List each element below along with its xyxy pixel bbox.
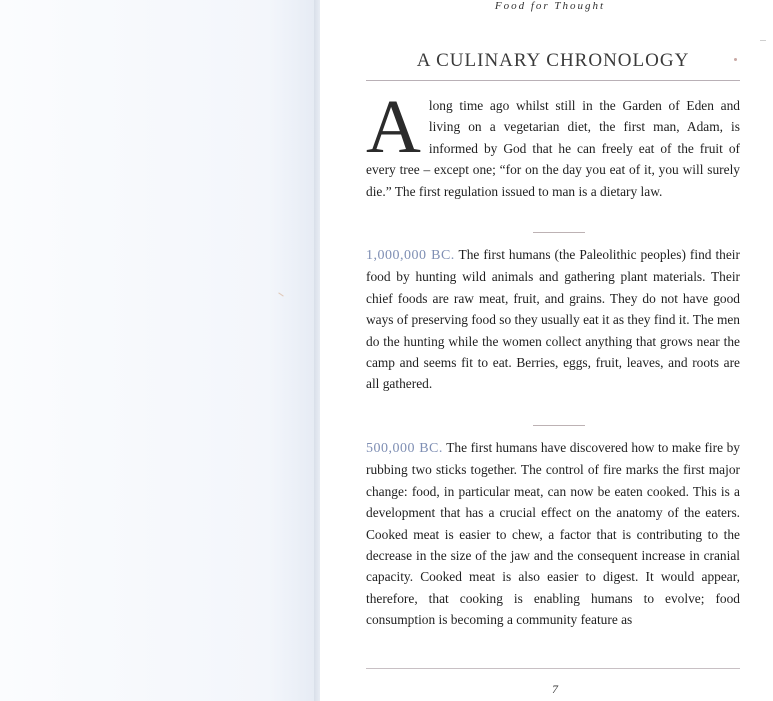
chronology-entry [366,244,740,395]
intro-text: long time ago whilst still in the Garden of Eden and living on a vegetarian diet, the first man, Adam, is informed by God that he can freely eat of the fruit of every tree – except one; “for on the day you eat of it, you will surely die.” The first regulation issued to man is a dietary law. [366,98,740,199]
section-separator [533,232,585,233]
page-number: 7 [552,682,558,696]
left-page [0,0,316,701]
print-speck [734,58,737,61]
entry-text: The first humans (the Paleolithic peoples) find their food by hunting wild animals and gathering plant materials. Their chief foods are raw meat, fruit, and grains. They do not have good ways of preserving food so they usually eat it as they find it. The men do the hunting while the women collect anything that grows near the camp and seems fit to eat. Berries, eggs, fruit, leaves, and roots are all gathered. [366,247,740,392]
print-speck [760,40,766,41]
section-separator [533,425,585,426]
entry-era: 1,000,000 BC. [366,248,455,263]
entry-text: The first humans have discovered how to make fire by rubbing two sticks together. The control of fire marks the first major change: food, in particular meat, can now be eaten cooked. This is a development that has a crucial effect on the anatomy of the eaters. Cooked meat is easier to chew, a factor that is contributing to the decrease in the size of the jaw and the consequent increase in cranial capacity. Cooked meat is also easier to digest. It would appear, therefore, that cooking is enabling humans to evolve; food consumption is becoming a community feature as [366,440,740,628]
drop-cap: A [366,85,421,169]
running-head: Food for Thought [494,0,606,12]
chronology-entry [366,437,740,631]
title-rule [366,80,740,81]
footer-rule [366,668,740,669]
intro-paragraph [366,85,740,202]
entry-era: 500,000 BC. [366,441,443,456]
page-title: A CULINARY CHRONOLOGY [416,50,690,71]
